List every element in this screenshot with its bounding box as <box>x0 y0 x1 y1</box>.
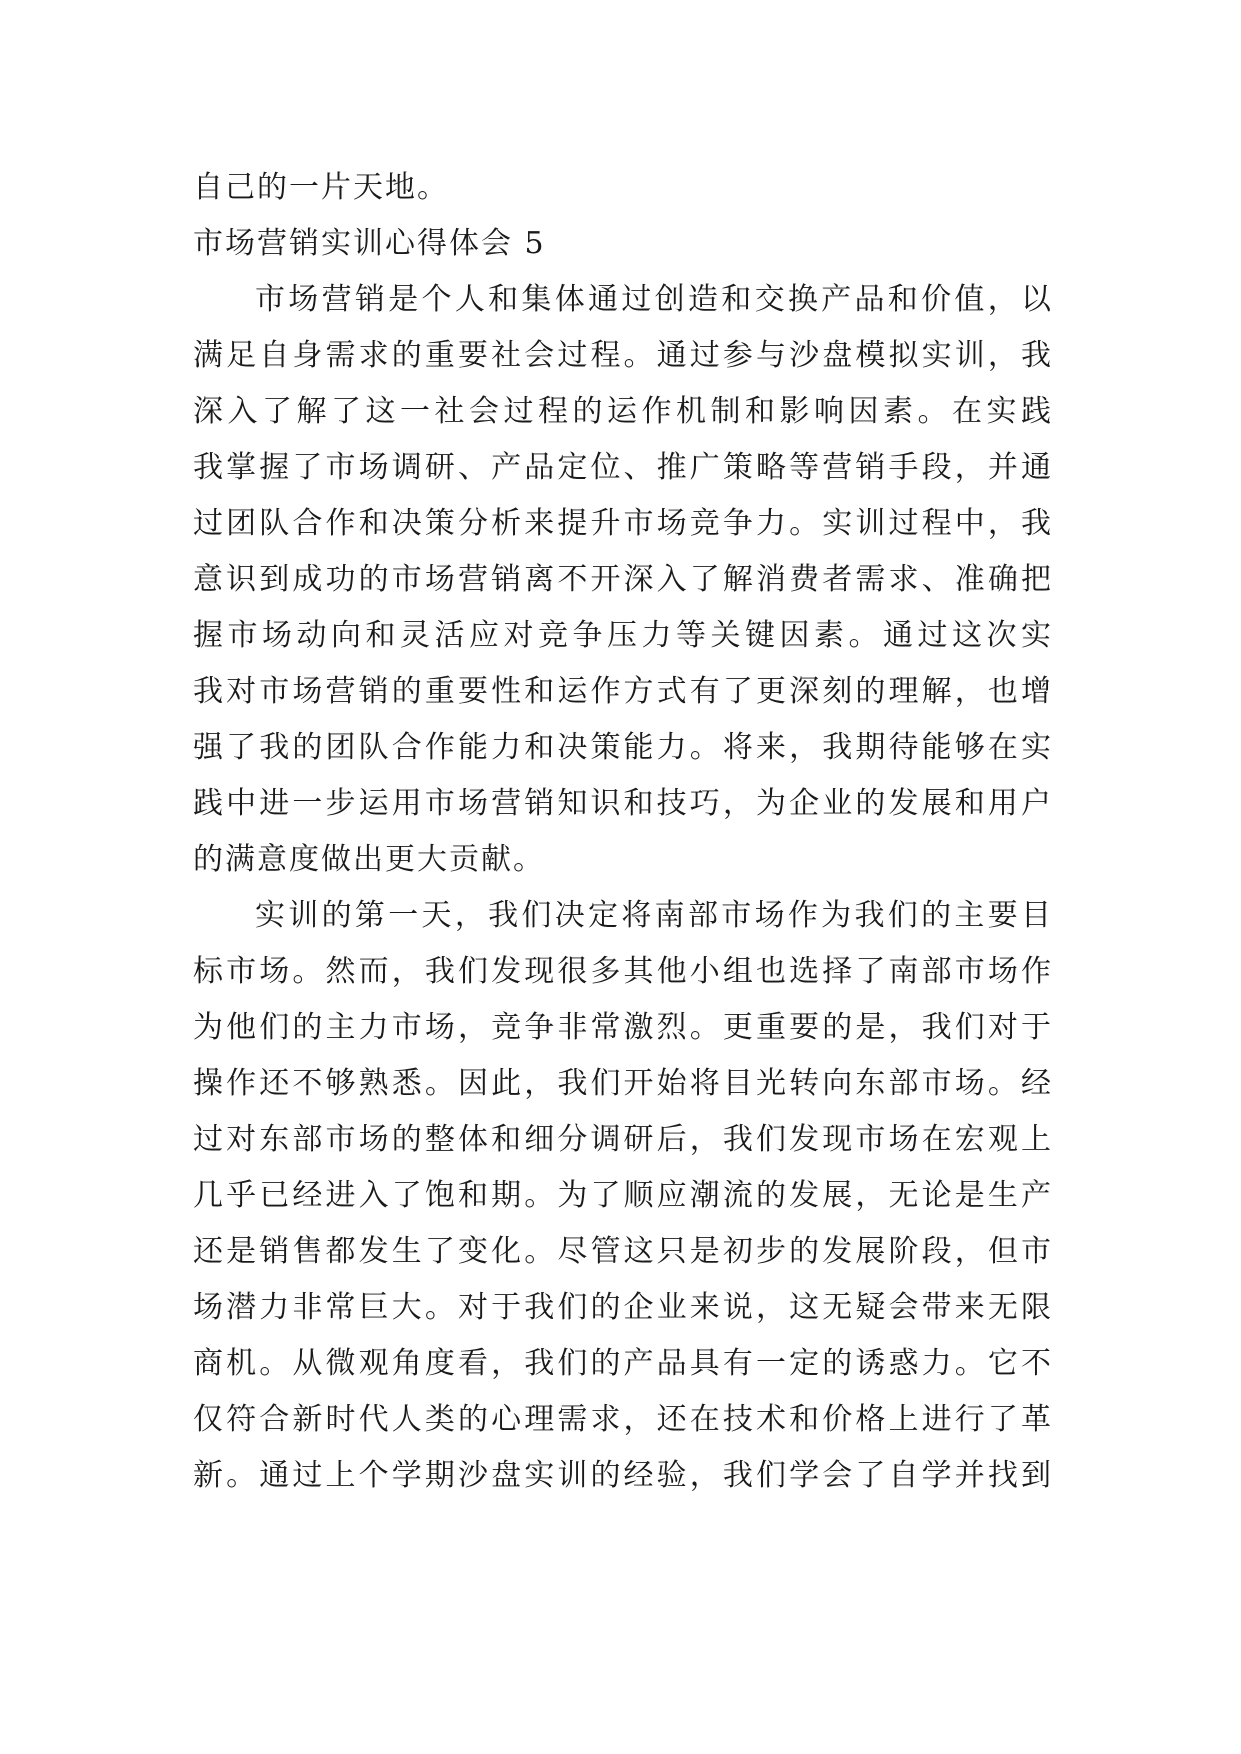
document-body <box>193 160 1053 1504</box>
paragraph-line: 强了我的团队合作能力和决策能力。将来，我期待能够在实 <box>193 730 1053 765</box>
paragraph-line: 操作还不够熟悉。因此，我们开始将目光转向东部市场。经 <box>193 1066 1053 1101</box>
paragraph-line: 为他们的主力市场，竞争非常激烈。更重要的是，我们对于 <box>193 1010 1053 1045</box>
paragraph-line: 握市场动向和灵活应对竞争压力等关键因素。通过这次实 <box>193 618 1053 653</box>
paragraph-2 <box>193 888 1053 1504</box>
paragraph-line: 商机。从微观角度看，我们的产品具有一定的诱惑力。它不 <box>193 1346 1053 1381</box>
paragraph-line: 实训的第一天，我们决定将南部市场作为我们的主要目 <box>255 898 1053 933</box>
paragraph-line: 仅符合新时代人类的心理需求，还在技术和价格上进行了革 <box>193 1402 1053 1437</box>
paragraph-line: 的满意度做出更大贡献。 <box>193 842 545 877</box>
paragraph-line: 市场营销是个人和集体通过创造和交换产品和价值，以 <box>255 282 1053 317</box>
paragraph-line: 满足自身需求的重要社会过程。通过参与沙盘模拟实训，我 <box>193 338 1053 373</box>
section-title: 市场营销实训心得体会 5 <box>193 226 546 261</box>
paragraph-line: 新。通过上个学期沙盘实训的经验，我们学会了自学并找到 <box>193 1458 1053 1493</box>
paragraph-line: 标市场。然而，我们发现很多其他小组也选择了南部市场作 <box>193 954 1053 989</box>
paragraph-line: 深入了解了这一社会过程的运作机制和影响因素。在实践 <box>193 394 1053 429</box>
paragraph-line: 几乎已经进入了饱和期。为了顺应潮流的发展，无论是生产 <box>193 1178 1053 1213</box>
paragraph-line: 过对东部市场的整体和细分调研后，我们发现市场在宏观上 <box>193 1122 1053 1157</box>
paragraph-line: 意识到成功的市场营销离不开深入了解消费者需求、准确把 <box>193 562 1053 597</box>
paragraph-line: 践中进一步运用市场营销知识和技巧，为企业的发展和用户 <box>193 786 1053 821</box>
paragraph-line: 场潜力非常巨大。对于我们的企业来说，这无疑会带来无限 <box>193 1290 1053 1325</box>
paragraph-line: 过团队合作和决策分析来提升市场竞争力。实训过程中，我 <box>193 506 1053 541</box>
paragraph-1 <box>193 272 1053 888</box>
paragraph-line: 还是销售都发生了变化。尽管这只是初步的发展阶段，但市 <box>193 1234 1053 1269</box>
paragraph-line: 我掌握了市场调研、产品定位、推广策略等营销手段，并通 <box>193 450 1053 485</box>
intro-tail-line: 自己的一片天地。 <box>193 170 449 205</box>
paragraph-line: 我对市场营销的重要性和运作方式有了更深刻的理解，也增 <box>193 674 1053 709</box>
